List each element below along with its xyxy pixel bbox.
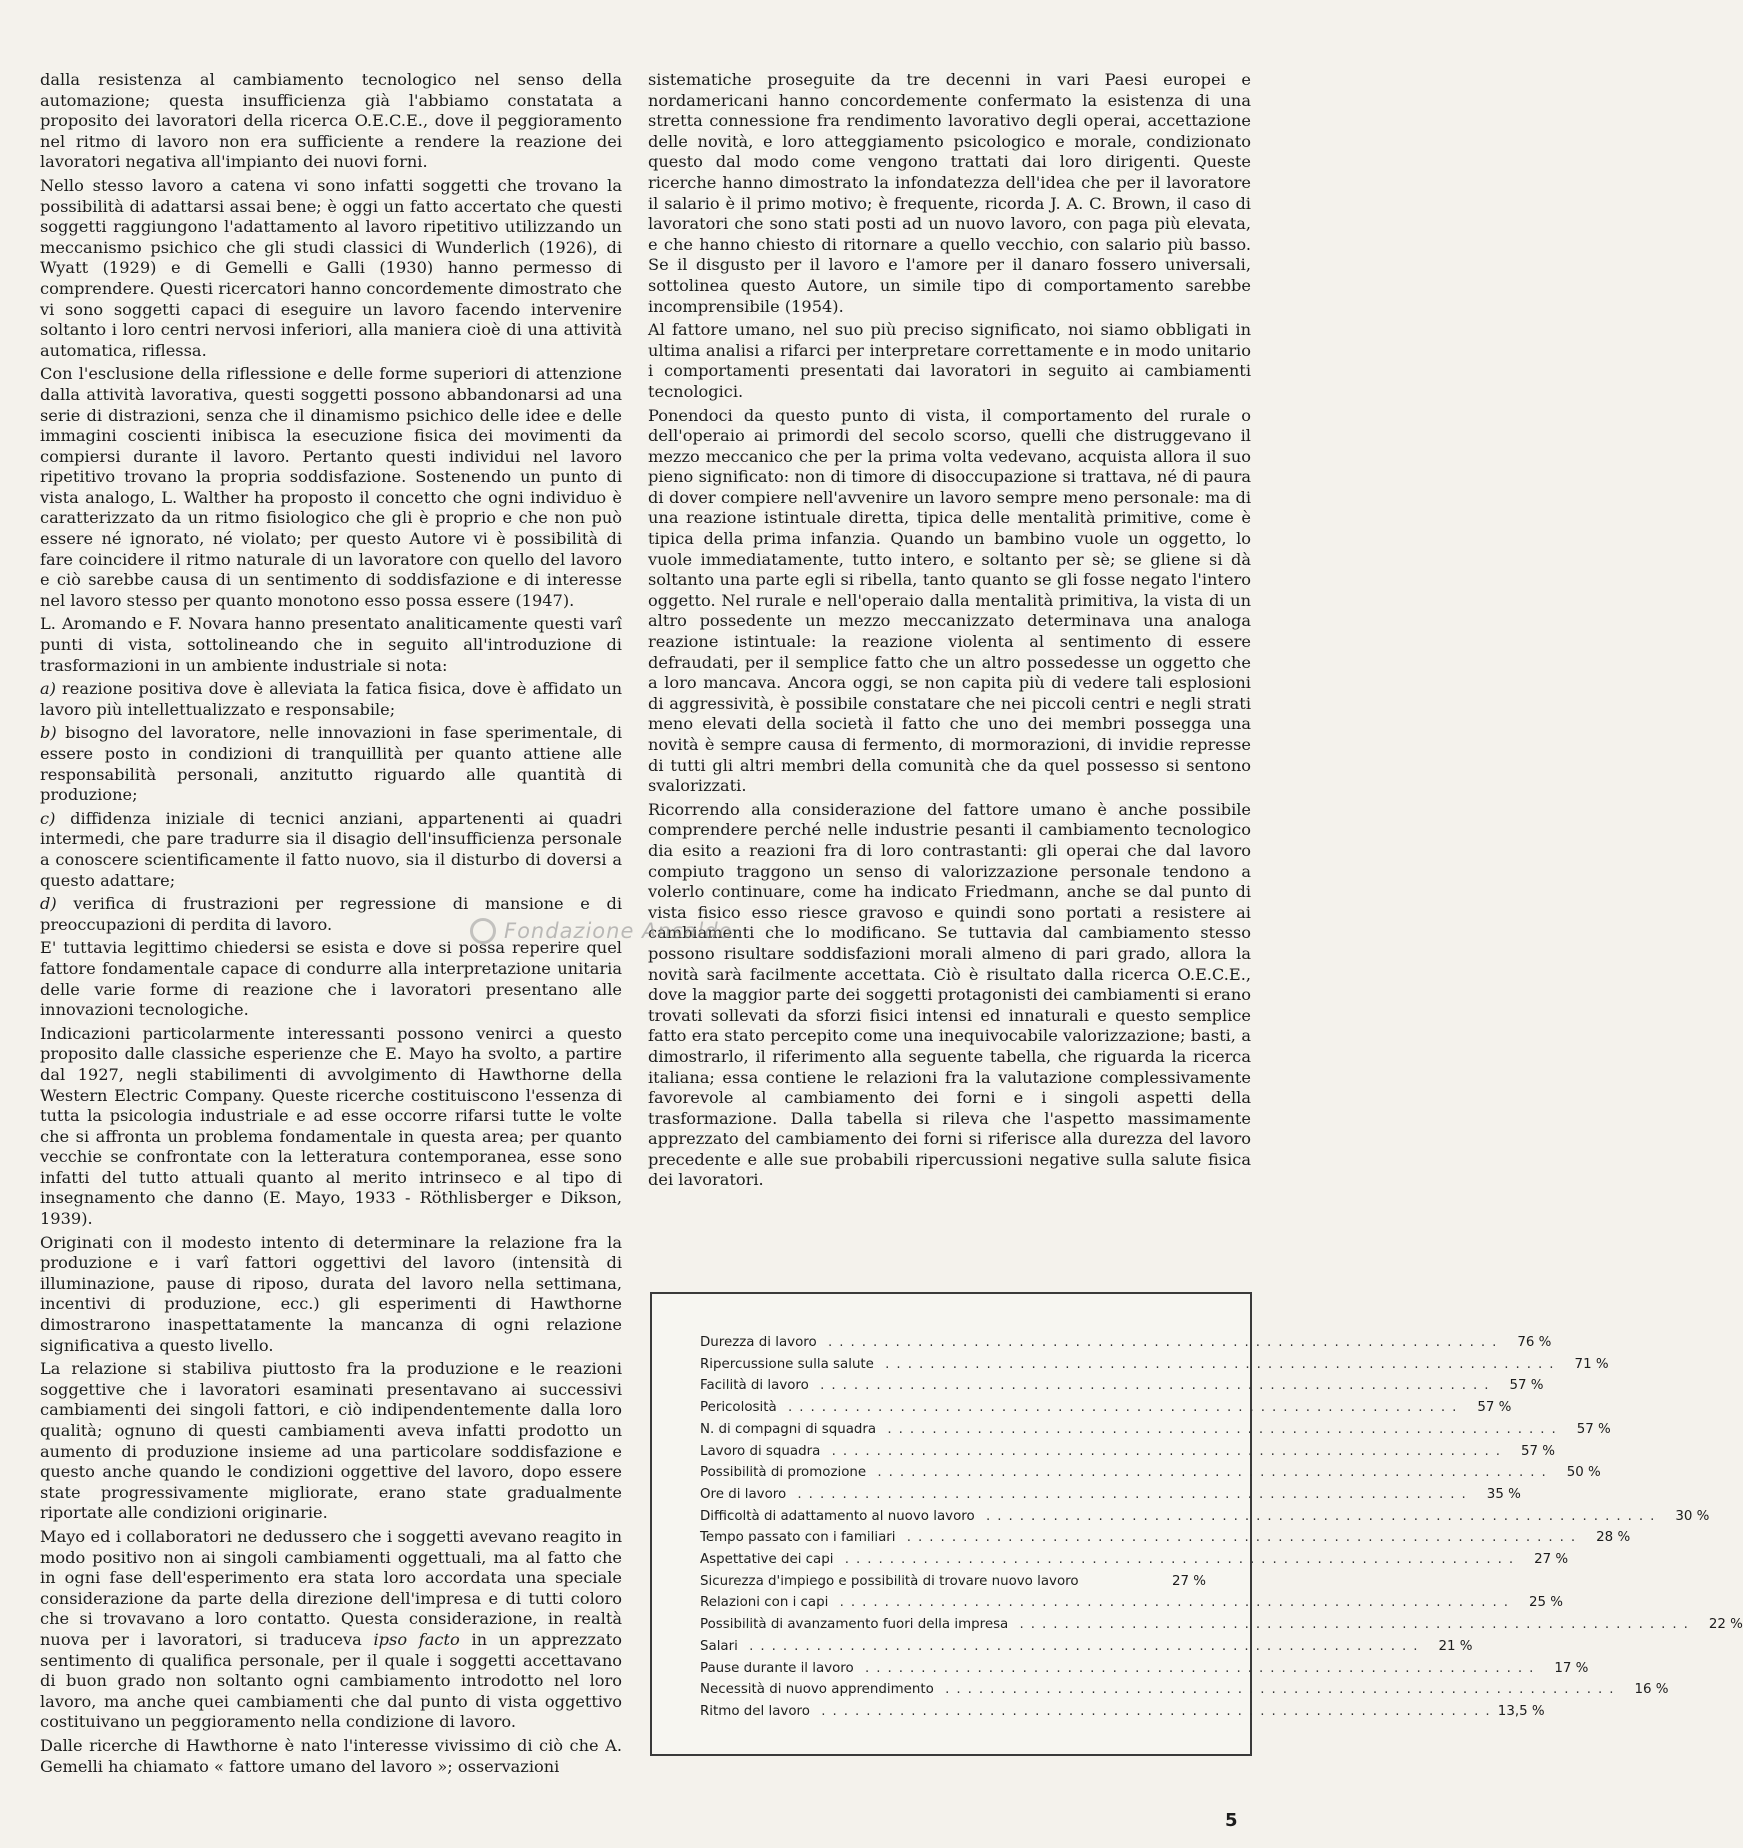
table-row-label xyxy=(700,1484,1473,1506)
table-row xyxy=(700,1636,1473,1658)
table-row-label-text: Aspettative dei capi xyxy=(700,1552,834,1568)
table-row-value: 28 % xyxy=(1596,1530,1631,1546)
table-row xyxy=(700,1506,1710,1528)
leader-dots: ............................................................ xyxy=(816,1335,1504,1350)
table-row-label xyxy=(700,1375,1496,1397)
table-row-value: 57 % xyxy=(1576,1421,1611,1437)
table-row xyxy=(700,1332,1552,1354)
table-row-label xyxy=(700,1419,1563,1441)
table-row-label-text: Possibilità di promozione xyxy=(700,1465,867,1481)
list-item-text: verifica di frustrazioni per regressione di mansione e di preoccupazioni di perdita di lavoro. xyxy=(40,894,622,934)
table-row-value: 30 % xyxy=(1675,1508,1710,1524)
table-row-label-text: Ritmo del lavoro xyxy=(700,1703,810,1719)
paragraph: sistematiche proseguite da tre decenni in vari Paesi europei e nordamericani hanno concordemente confermato la esistenza di una stretta connessione fra rendimento lavorativo degli operai, accettazione delle novità, e loro atteggiamento psicologico e morale, condizionato questo dal modo come vengono trattati dai loro dirigenti. Queste ricerche hanno dimostrato la infondatezza dell'idea che per il lavoratore il salario è il primo motivo; è frequente, ricorda J. A. C. Brown, il caso di lavoratori che sono stati posti ad un nuovo lavoro, con paga più elevata, e che hanno chiesto di ritornare a quello vecchio, con salario più basso. Se il disgusto per il lavoro e l'amore per il danaro fossero universali, sottolinea questo Autore, un simile tipo di comportamento sarebbe incomprensibile (1954). xyxy=(648,70,1251,316)
table-row-label-text: Possibilità di avanzamento fuori della impresa xyxy=(700,1617,1009,1633)
table-row-label-text: Tempo passato con i familiari xyxy=(700,1530,896,1546)
table-row-label xyxy=(700,1441,1507,1463)
table-row-label xyxy=(700,1527,1582,1549)
leader-dots: ............................................................ xyxy=(1008,1617,1695,1633)
table-row-label-text: Ripercussione sulla salute xyxy=(700,1356,874,1372)
leader-dots: ............................................................ xyxy=(820,1443,1507,1459)
table-row-label-text: Durezza di lavoro xyxy=(700,1335,817,1350)
table-row-value: 57 % xyxy=(1509,1378,1544,1394)
table-body xyxy=(700,1332,1743,1723)
table-row-label-text: Relazioni con i capi xyxy=(700,1595,829,1611)
paragraph: Al fattore umano, nel suo più preciso significato, noi siamo obbligati in ultima analisi a rifarci per interpretare correttamente e in modo unitario i comportamenti presentati dai lavoratori in seguito ai cambiamenti tecnologici. xyxy=(648,320,1251,401)
leader-dots: ............................................................ xyxy=(974,1508,1662,1524)
table-row xyxy=(700,1484,1521,1506)
right-text-column xyxy=(648,70,1251,1194)
list-item-letter: c) xyxy=(40,808,56,828)
table-row-value: 27 % xyxy=(1534,1552,1569,1568)
table-row-label xyxy=(700,1462,1553,1484)
survey-table xyxy=(650,1292,1743,1756)
list-item-letter: d) xyxy=(40,894,57,914)
leader-dots: ............................................................ xyxy=(786,1486,1473,1502)
table-row-label xyxy=(700,1614,1695,1636)
table-row-label-text: N. di compagni di squadra xyxy=(700,1421,877,1437)
list-item-letter: b) xyxy=(40,723,57,743)
leader-dots: ............................................................ xyxy=(873,1356,1561,1372)
table-row-label xyxy=(700,1592,1515,1614)
table-row-value: 57 % xyxy=(1520,1443,1555,1459)
paragraph: Con l'esclusione della riflessione e delle forme superiori di attenzione dalla attività lavorativa, questi soggetti possono abbandonarsi ad una serie di distrazioni, senza che il dinamismo psichico delle idee e delle immagini coscienti inibisca la esecuzione fisica dei movimenti da compiersi durante il lavoro. Pertanto questi individui nel lavoro ripetitivo trovano la propria soddisfazione. Sostenendo un punto di vista analogo, L. Walther ha proposto il concetto che ogni individuo è caratterizzato da un ritmo fisiologico che gli è proprio e che non può essere né ignorato, né violato; per questo Autore vi è possibilità di fare coincidere il ritmo naturale di un lavoratore con quello del lavoro e ciò sarebbe causa di un sentimento di soddisfazione e di interesse nel lavoro stesso per quanto monotono esso possa essere (1947). xyxy=(40,364,622,610)
list-item-letter: a) xyxy=(40,679,56,699)
paragraph: E' tuttavia legittimo chiedersi se esista e dove si possa reperire quel fattore fondamentale capace di condurre alla interpretazione unitaria delle varie forme di reazione che i lavoratori presentano alle innovazioni tecnologiche. xyxy=(40,938,622,1020)
watermark xyxy=(470,917,830,945)
list-item-text: diffidenza iniziale di tecnici anziani, appartenenti ai quadri intermedi, che pare tradurre sia il disagio dell'insufficienza personale a conoscere scientificamente il fatto nuovo, sia il disturbo di doversi a questo adattare; xyxy=(40,808,622,890)
table-row xyxy=(700,1375,1544,1397)
leader-dots: ............................................................ xyxy=(853,1660,1541,1676)
list-item-text: reazione positiva dove è alleviata la fatica fisica, dove è affidato un lavoro più intellettualizzato e responsabile; xyxy=(40,679,622,719)
table-row-value: 17 % xyxy=(1554,1660,1589,1676)
table-row xyxy=(700,1679,1669,1701)
table-row xyxy=(700,1397,1512,1419)
leader-dots: ............................................................ xyxy=(933,1682,1621,1698)
watermark-text: Fondazione Ansaldo xyxy=(504,919,733,943)
table-row xyxy=(700,1571,1206,1593)
paragraph: Ricorrendo alla considerazione del fattore umano è anche possibile comprendere perché nelle industrie pesanti il cambiamento tecnologico dia esito a reazioni fra di loro contrastanti: gli operai che dal lavoro compiuto traggono un senso di valorizzazione personale tendono a volerlo continuare, come ha indicato Friedmann, anche se dal punto di vista fisico esso riesce gravoso e quindi sono portati a resistere ai cambiamenti che lo modificano. Se tuttavia dal cambiamento stesso possono risultare soddisfazioni morali almeno di pari grado, allora la novità sarà facilmente accettata. Ciò è risultato dalla ricerca O.E.C.E., dove la maggior parte dei soggetti protagonisti dei cambiamenti si erano trovati sollevati da sforzi fisici intensi ed innaturali e questo semplice fatto era stato percepito come una inequivocabile valorizzazione; basti, a dimostrarlo, il riferimento alla seguente tabella, che riguarda la ricerca italiana; essa contiene le relazioni fra la valutazione complessivamente favorevole al cambiamento dei forni e i singoli aspetti della trasformazione. Dalla tabella si rileva che l'aspetto massimamente apprezzato del cambiamento dei forni si riferisce alla durezza del lavoro precedente e alle sue probabili ripercussioni negative sulla salute fisica dei lavoratori. xyxy=(648,799,1251,1190)
leader-dots: ............................................................ xyxy=(866,1465,1553,1481)
table-row-label-text: Salari xyxy=(700,1638,738,1654)
table-row-value: 76 % xyxy=(1517,1335,1552,1350)
italic-phrase: ipso facto xyxy=(373,1629,460,1649)
list-item-c xyxy=(40,809,622,891)
paragraph: Nello stesso lavoro a catena vi sono infatti soggetti che trovano la possibilità di adattarsi assai bene; è oggi un fatto accertato che questi soggetti raggiungono l'adattamento al lavoro ripetitivo utilizzando un meccanismo psichico che gli studi classici di Wunderlich (1926), di Wyatt (1929) e di Gemelli e Galli (1930) hanno permesso di comprendere. Questi ricercatori hanno concordemente dimostrato che vi sono soggetti capaci di eseguire un lavoro facendo intervenire soltanto i loro centri nervosi inferiori, alla maniera cioè di una attività automatica, riflessa. xyxy=(40,175,622,360)
table-row xyxy=(700,1614,1743,1636)
paragraph: dalla resistenza al cambiamento tecnologico nel senso della automazione; questa insufficienza già l'abbiamo constatata a proposito dei lavoratori della ricerca O.E.C.E., dove il peggioramento nel ritmo di lavoro non era sufficiente a rendere la reazione dei lavoratori negativa all'impianto dei nuovi forni. xyxy=(40,70,622,172)
table-row xyxy=(700,1354,1609,1376)
leader-dots: ............................................................ xyxy=(808,1378,1496,1394)
table-row-label-text: Ore di lavoro xyxy=(700,1486,787,1502)
table-row xyxy=(700,1592,1563,1614)
table-row xyxy=(700,1462,1601,1484)
paragraph: Ponendoci da questo punto di vista, il comportamento del rurale o dell'operaio ai primordi del secolo scorso, quelli che distruggevano il mezzo meccanico che per la prima volta vedevano, acquista allora il suo pieno significato: non di timore di disoccupazione si trattava, né di paura di dover compiere nell'avvenire un lavoro sempre meno personale: ma di una reazione istintuale diretta, tipica delle mentalità primitive, come è tipica della prima infanzia. Quando un bambino vuole un oggetto, lo vuole immediatamente, tutto intero, e soltanto per sè; se gliene si dà soltanto una parte egli si ribella, tanto quanto se gli fosse negato l'intero oggetto. Nel rurale e nell'operaio dalla mentalità primitiva, la vista di un altro possedente un mezzo meccanizzato determinava una analoga reazione istintuale: la reazione violenta al sentimento di essere defraudati, per il semplice fatto che un altro possedesse un oggetto che a loro mancava. Ancora oggi, se non capita più di vedere tali esplosioni di aggressività, è possibile constatare che nei piccoli centri e negli strati meno elevati della società il fatto che uno dei membri possegga una novità è sempre causa di fermento, di mormorazioni, di invidie represse di tutti gli altri membri della comunità che da quel possesso si sentono svalorizzati. xyxy=(648,405,1251,796)
table-row-label-text: Pause durante il lavoro xyxy=(700,1660,854,1676)
list-item-text: bisogno del lavoratore, nelle innovazioni in fase sperimentale, di essere posto in condizioni di tranquillità per quanto attiene alle responsabilità personali, anzitutto riguardo alle quantità di produzione; xyxy=(40,723,622,805)
table-row-value: 22 % xyxy=(1708,1617,1743,1633)
table-row-label xyxy=(700,1332,1503,1354)
list-item-a xyxy=(40,679,622,720)
paragraph xyxy=(40,1527,622,1733)
table-row xyxy=(700,1527,1631,1549)
table-row-value: 57 % xyxy=(1477,1400,1512,1416)
table-row-label-text: Necessità di nuovo apprendimento xyxy=(700,1682,934,1698)
table-row-label xyxy=(700,1658,1540,1680)
table-row-value: 35 % xyxy=(1486,1486,1521,1502)
watermark-logo-icon xyxy=(470,918,496,944)
leader-dots: ............................................................ xyxy=(809,1703,1497,1719)
page-number: 5 xyxy=(1225,1810,1238,1831)
table-row xyxy=(700,1658,1589,1680)
list-item-b xyxy=(40,723,622,805)
paragraph: La relazione si stabiliva piuttosto fra la produzione e le reazioni soggettive che i lavoratori esaminati presentavano ai successivi cambiamenti dei singoli fattori, e ciò indipendentemente dalla loro qualità; ognuno di questi cambiamenti aveva infatti prodotto un aumento di produzione insieme ad una particolare soddisfazione e questo anche quando le condizioni oggettive del lavoro, dopo essere state progressivamente migliorate, erano state gradualmente riportate alle condizioni originarie. xyxy=(40,1359,622,1523)
table-row-label xyxy=(700,1354,1561,1376)
paragraph: L. Aromando e F. Novara hanno presentato analiticamente questi varî punti di vista, sottolineando che in seguito all'introduzione di trasformazioni in un ambiente industriale si nota: xyxy=(40,614,622,675)
table-row-value: 25 % xyxy=(1528,1595,1563,1611)
table-row xyxy=(700,1441,1555,1463)
table-row xyxy=(700,1549,1569,1571)
table-row-label-text: Lavoro di squadra xyxy=(700,1443,821,1459)
table-row xyxy=(700,1701,1545,1723)
table-row-label-text: Difficoltà di adattamento al nuovo lavoro xyxy=(700,1508,975,1524)
leader-dots: ............................................................ xyxy=(833,1552,1521,1568)
table-row-label xyxy=(700,1571,1158,1593)
leader-dots: ............................................................ xyxy=(828,1595,1515,1611)
paragraph-text: in un apprezzato sentimento di qualifica personale, per il quale i soggetti accettavano di buon grado non soltanto ogni cambiamento introdotto nel loro lavoro, ma anche quei cambiamenti che dal punto di vista oggettivo costituivano un peggioramento nella condizione di lavoro. xyxy=(40,1629,622,1732)
paragraph: Dalle ricerche di Hawthorne è nato l'interesse vivissimo di ciò che A. Gemelli ha chiamato « fattore umano del lavoro »; osservazioni xyxy=(40,1735,622,1776)
table-row-label-text: Pericolosità xyxy=(700,1400,777,1416)
table-row-label-text: Facilità di lavoro xyxy=(700,1378,809,1394)
paragraph-text: Mayo ed i collaboratori ne dedussero che i soggetti avevano reagito in modo positivo non ai singoli cambiamenti oggettuali, ma al fatto che in ogni fase dell'esperimento era stata loro accordata una speciale considerazione da parte della direzione dell'impresa e di tutti coloro che si trovavano a loro contatto. Questa considerazione, in realtà nuova per i lavoratori, si traduceva xyxy=(40,1526,622,1649)
table-row-value: 16 % xyxy=(1634,1682,1669,1698)
table-row-value: 71 % xyxy=(1574,1356,1609,1372)
table-row-value: 21 % xyxy=(1438,1638,1473,1654)
leader-dots: ............................................................ xyxy=(737,1638,1425,1654)
table-row-label xyxy=(700,1636,1425,1658)
table-row-label xyxy=(700,1679,1621,1701)
table-row xyxy=(700,1419,1611,1441)
table-row-label xyxy=(700,1506,1661,1528)
paragraph: Originati con il modesto intento di determinare la relazione fra la produzione e i varî fattori oggettivi del lavoro (intensità di illuminazione, pause di riposo, durata del lavoro nella settimana, incentivi di produzione, ecc.) gli esperimenti di Hawthorne dimostrarono inaspettatamente la mancanza di ogni relazione significativa a questo livello. xyxy=(40,1232,622,1355)
paragraph: Indicazioni particolarmente interessanti possono venirci a questo proposito dalle classiche esperienze che E. Mayo ha svolto, a partire dal 1927, negli stabilimenti di avvolgimento di Hawthorne della Western Electric Company. Queste ricerche costituiscono l'essenza di tutta la psicologia industriale e ad esse occorre rifarsi tutte le volte che si affronta un problema fondamentale in questa area; per quanto vecchie se confrontate con la letteratura contemporanea, esse sono infatti del tutto attuali quanto al merito intrinseco e al tipo di insegnamento che danno (E. Mayo, 1933 - Röthlisberger e Dikson, 1939). xyxy=(40,1023,622,1229)
table-row-label-text: Sicurezza d'impiego e possibilità di trovare nuovo lavoro xyxy=(700,1573,1079,1589)
table-row-label xyxy=(700,1549,1520,1571)
table-row-value: 13,5 % xyxy=(1497,1703,1545,1719)
table-row-value: 27 % xyxy=(1171,1573,1206,1589)
leader-dots: ............................................................ xyxy=(776,1400,1464,1416)
table-row-label xyxy=(700,1397,1463,1419)
leader-dots: ............................................................ xyxy=(876,1421,1563,1437)
table-row-label xyxy=(700,1701,1497,1723)
leader-dots: ............................................................ xyxy=(895,1530,1583,1546)
table-row-value: 50 % xyxy=(1566,1465,1601,1481)
